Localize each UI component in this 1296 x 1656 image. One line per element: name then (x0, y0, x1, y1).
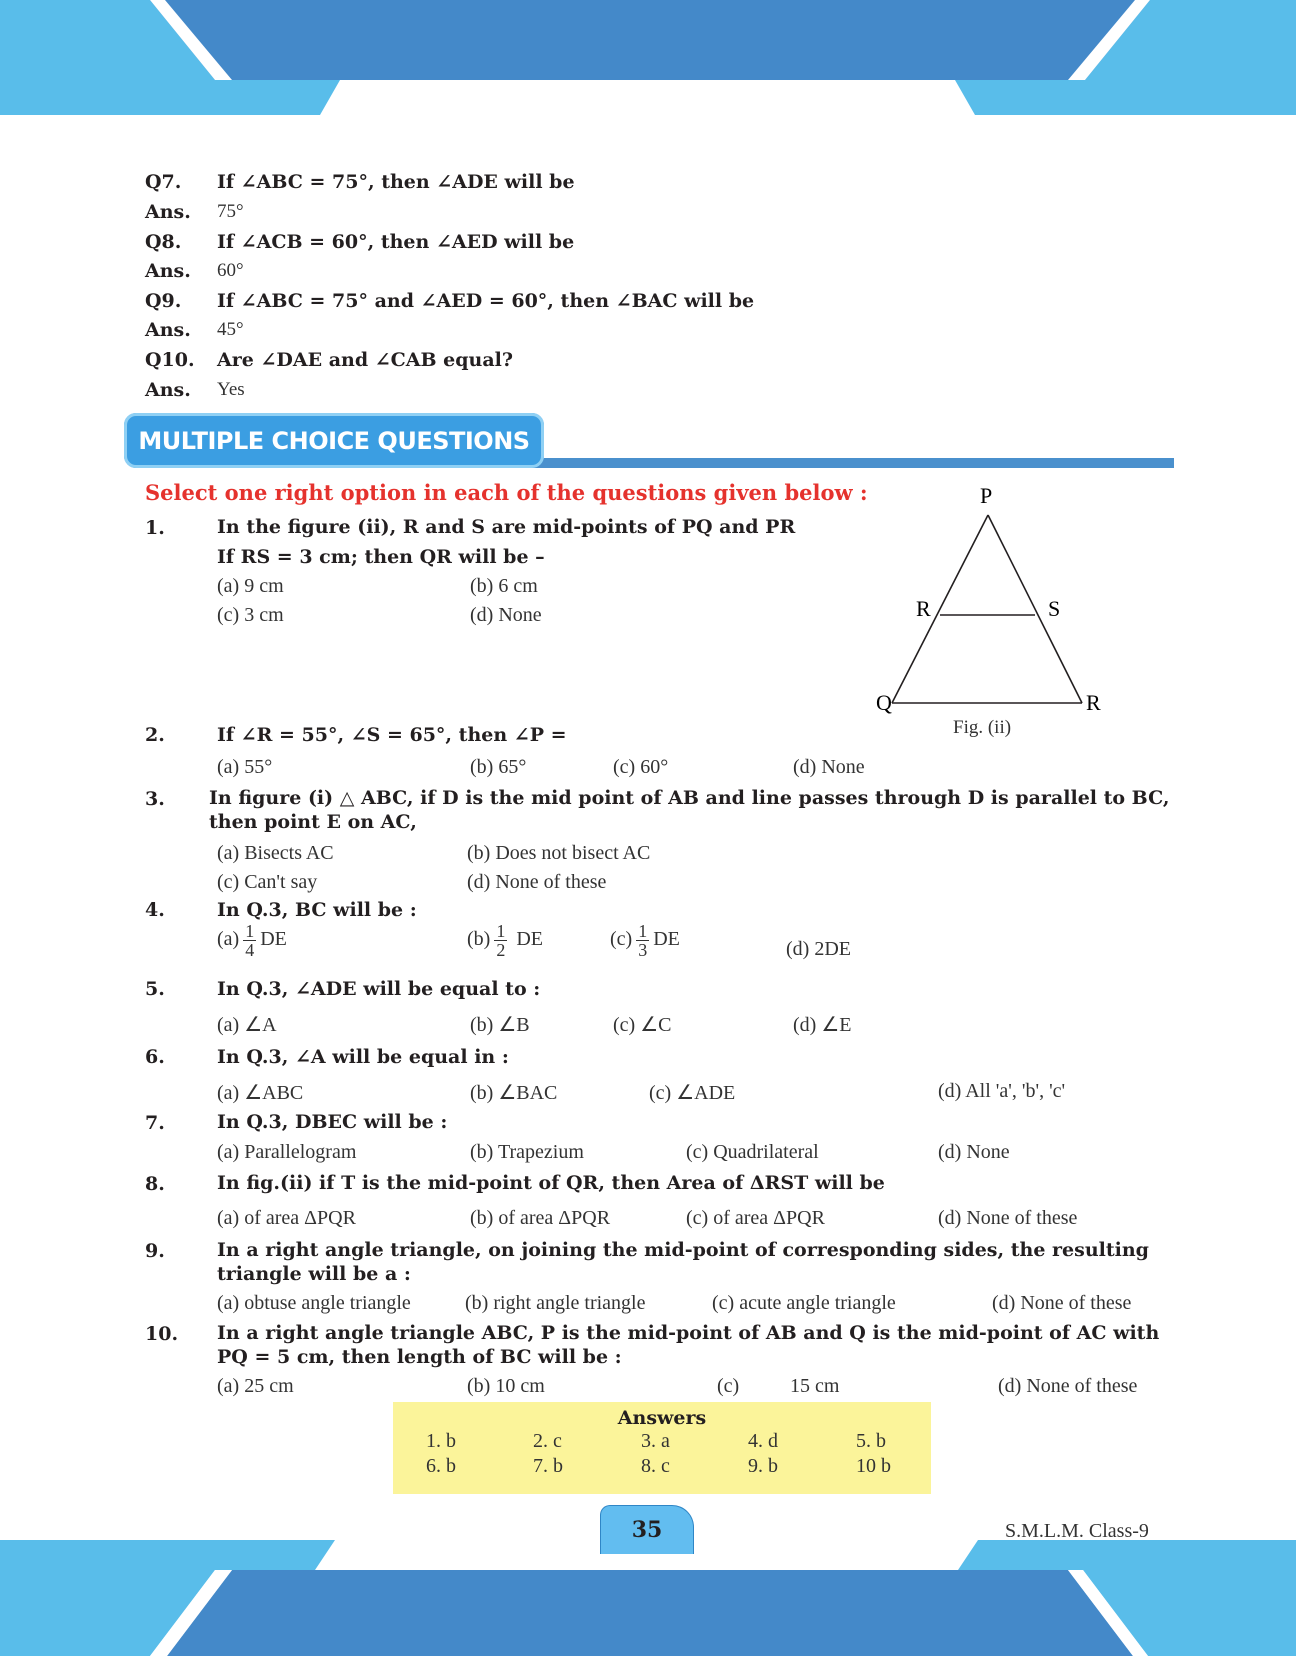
answer-item: 9. b (748, 1455, 778, 1477)
qa-label: Q9. (145, 290, 182, 312)
option: (a) 9 cm (217, 575, 284, 597)
fraction: $\frac{1}{4}$ (245, 921, 255, 960)
question-text: In Q.3, BC will be : (217, 899, 417, 921)
question-number: 10. (145, 1323, 179, 1345)
option: (c) of area ΔPQR (686, 1207, 825, 1229)
option: (c) (717, 1375, 740, 1397)
answer-item: 4. d (748, 1430, 778, 1452)
question-number: 6. (145, 1046, 165, 1068)
fraction: $\frac{1}{3}$ (638, 921, 648, 960)
qa-question: If ∠ABC = 75°, then ∠ADE will be (217, 171, 575, 193)
option: (d) None of these (992, 1292, 1132, 1314)
question-text-line2: then point E on AC, (209, 811, 417, 833)
option: (a) ∠A (217, 1014, 277, 1036)
header-banner (0, 0, 1296, 115)
question-number: 2. (145, 724, 165, 746)
option: (b) 6 cm (470, 575, 538, 597)
option: (c) 3 cm (217, 604, 284, 626)
question-text-line2: If RS = 3 cm; then QR will be – (217, 546, 545, 568)
question-number: 5. (145, 978, 165, 1000)
qa-question: If ∠ACB = 60°, then ∠AED will be (217, 231, 575, 253)
option: (b) ∠B (470, 1014, 530, 1036)
question-number: 3. (145, 788, 165, 810)
option: (d) None of these (938, 1207, 1078, 1229)
label-s: S (1048, 596, 1061, 621)
option-fraction: (a) $\frac{1}{4}$ DE (217, 921, 287, 960)
label-r: R (916, 596, 931, 621)
option: (d) None of these (998, 1375, 1138, 1397)
label-p: P (980, 485, 993, 508)
qa-label: Q10. (145, 349, 195, 371)
answers-box (393, 1402, 931, 1494)
question-number: 7. (145, 1112, 165, 1134)
label-r-base: R (1086, 690, 1101, 715)
option: (b) 65° (470, 756, 527, 778)
option: (a) Parallelogram (217, 1141, 357, 1163)
question-number: 4. (145, 899, 165, 921)
option: (a) 25 cm (217, 1375, 294, 1397)
ans-label: Ans. (145, 260, 191, 282)
option: (c) 60° (613, 756, 669, 778)
question-text: In the figure (ii), R and S are mid-points of PQ and PR (217, 516, 796, 538)
section-title: MULTIPLE CHOICE QUESTIONS (124, 413, 544, 468)
side-pr (988, 515, 1082, 703)
answer-item: 1. b (426, 1430, 456, 1452)
figure-caption: Fig. (ii) (953, 717, 1012, 738)
fraction: $\frac{1}{2}$ (496, 921, 506, 960)
question-text-line2: triangle will be a : (217, 1263, 411, 1285)
option: (b) ∠BAC (470, 1082, 558, 1104)
ans-text: 75° (217, 201, 244, 222)
ans-label: Ans. (145, 319, 191, 341)
option: (b) 10 cm (467, 1375, 545, 1397)
option: (c) ∠C (613, 1014, 672, 1036)
option: (a) Bisects AC (217, 842, 334, 864)
option: 15 cm (790, 1375, 840, 1397)
question-text: In figure (i) △ ABC, if D is the mid point of AB and line passes through D is parallel to BC, (209, 787, 1170, 809)
answer-item: 6. b (426, 1455, 456, 1477)
side-pq (892, 515, 988, 703)
answer-item: 10 b (856, 1455, 891, 1477)
option: (d) None of these (467, 871, 607, 893)
question-text: In fig.(ii) if T is the mid-point of QR, then Area of ΔRST will be (217, 1172, 885, 1194)
option-fraction: (c) $\frac{1}{3}$ DE (610, 921, 680, 960)
option: (d) ∠E (793, 1014, 852, 1036)
answer-item: 8. c (641, 1455, 670, 1477)
question-number: 8. (145, 1173, 165, 1195)
option: (c) Quadrilateral (686, 1141, 819, 1163)
ans-text: 60° (217, 260, 244, 281)
answer-item: 5. b (856, 1430, 886, 1452)
option-fraction: (b) $\frac{1}{2}$ DE (467, 921, 543, 960)
footer-banner (0, 1540, 1296, 1656)
book-title: S.M.L.M. Class-9 (1005, 1520, 1149, 1542)
option-prefix: (b) (467, 928, 491, 951)
option: (b) of area ΔPQR (470, 1207, 611, 1229)
question-text: In a right angle triangle, on joining the mid-point of corresponding sides, the resulting (217, 1239, 1149, 1261)
question-number: 1. (145, 517, 165, 539)
question-text-line2: PQ = 5 cm, then length of BC will be : (217, 1346, 622, 1368)
qa-label: Q8. (145, 231, 182, 253)
option-prefix: (a) (217, 928, 240, 951)
qa-question: If ∠ABC = 75° and ∠AED = 60°, then ∠BAC will be (217, 290, 755, 312)
triangle-figure (860, 485, 1140, 740)
answer-item: 7. b (533, 1455, 563, 1477)
option: (a) obtuse angle triangle (217, 1292, 411, 1314)
qa-label: Q7. (145, 171, 182, 193)
option: (d) None (470, 604, 542, 626)
ans-label: Ans. (145, 379, 191, 401)
question-text: In Q.3, ∠A will be equal in : (217, 1046, 509, 1068)
option: (b) right angle triangle (465, 1292, 646, 1314)
question-text: In Q.3, ∠ADE will be equal to : (217, 978, 541, 1000)
ans-text: Yes (217, 379, 245, 400)
label-q: Q (876, 690, 892, 715)
option: (d) 2DE (786, 938, 851, 960)
question-text: In Q.3, DBEC will be : (217, 1111, 448, 1133)
answer-item: 3. a (641, 1430, 670, 1452)
ans-text: 45° (217, 319, 244, 340)
option: (c) ∠ADE (649, 1082, 736, 1104)
option: (c) acute angle triangle (712, 1292, 896, 1314)
option: (d) None (938, 1141, 1010, 1163)
answers-title: Answers (617, 1407, 707, 1429)
option: (b) Trapezium (470, 1141, 584, 1163)
qa-question: Are ∠DAE and ∠CAB equal? (217, 349, 514, 371)
question-text: If ∠R = 55°, ∠S = 65°, then ∠P = (217, 724, 567, 746)
section-divider-bar (530, 458, 1174, 468)
option: (a) 55° (217, 756, 273, 778)
question-text: In a right angle triangle ABC, P is the mid-point of AB and Q is the mid-point of AC with (217, 1322, 1160, 1344)
answer-item: 2. c (533, 1430, 562, 1452)
ans-label: Ans. (145, 201, 191, 223)
page-number: 35 (600, 1505, 694, 1554)
instruction: Select one right option in each of the questions given below : (145, 480, 868, 505)
option: (c) Can't say (217, 871, 318, 893)
option-prefix: (c) (610, 928, 633, 951)
option: (a) ∠ABC (217, 1082, 304, 1104)
question-number: 9. (145, 1240, 165, 1262)
option: (b) Does not bisect AC (467, 842, 651, 864)
option: (d) None (793, 756, 865, 778)
option: (a) of area ΔPQR (217, 1207, 356, 1229)
option: (d) All 'a', 'b', 'c' (938, 1080, 1066, 1102)
